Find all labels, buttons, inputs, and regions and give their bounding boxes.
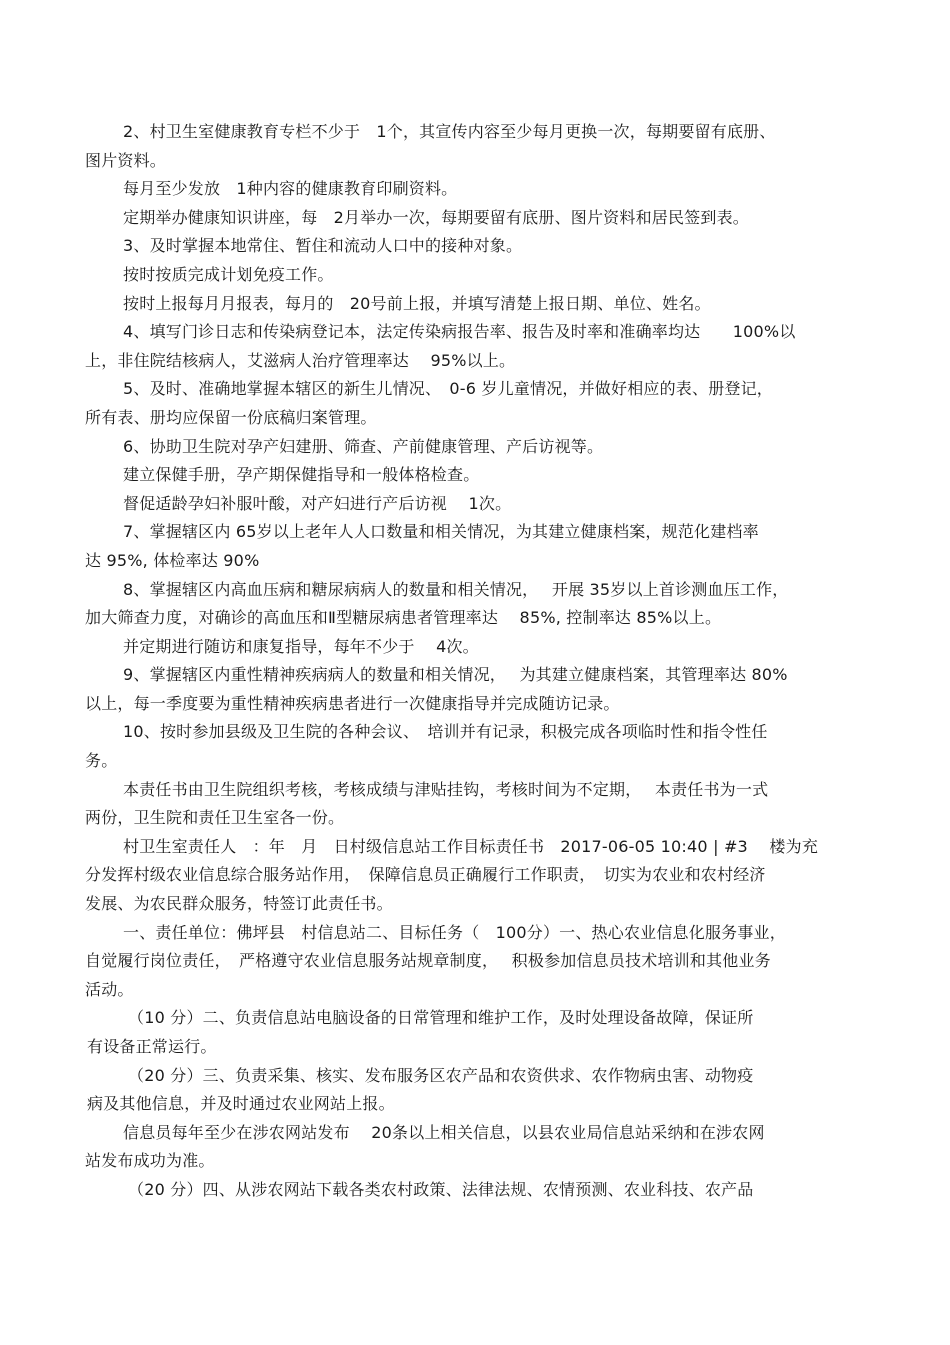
document-page [85,118,865,1205]
text-line: 建立保健手册，孕产期保健指导和一般体格检查。 [123,465,480,485]
text-line: 所有表、册均应保留一份底稿归案管理。 [85,407,377,427]
text-line: 本责任书由卫生院组织考核，考核成绩与津贴挂钩，考核时间为不定期， 本责任书为一式 [123,779,769,799]
text-line: 上，非住院结核病人，艾滋病人治疗管理率达 95%以上。 [85,350,516,370]
text-line: 按时按质完成计划免疫工作。 [123,264,334,284]
text-line: 病及其他信息，并及时通过农业网站上报。 [87,1094,395,1114]
text-line: 图片资料。 [85,150,167,170]
text-line: 5、及时、准确地掌握本辖区的新生儿情况、 0-6 岁儿童情况，并做好相应的表、册登记， [123,379,773,399]
text-line: 9、掌握辖区内重性精神疾病病人的数量和相关情况， 为其建立健康档案，其管理率达 80% [123,665,788,685]
text-line: （10 分）二、负责信息站电脑设备的日常管理和维护工作，及时处理设备故障，保证所 [128,1008,754,1028]
text-line: 务。 [85,751,118,771]
text-line: 4、填写门诊日志和传染病登记本，法定传染病报告率、报告及时率和准确率均达 100%以 [123,322,796,342]
text-line: 分发挥村级农业信息综合服务站作用， 保障信息员正确履行工作职责， 切实为农业和农村经济 [85,865,766,885]
text-line: 加大筛查力度，对确诊的高血压和Ⅱ型糖尿病患者管理率达 85%, 控制率达 85%以上。 [85,608,722,628]
text-line: 并定期进行随访和康复指导，每年不少于 4次。 [123,636,479,656]
text-line: 两份，卫生院和责任卫生室各一份。 [85,808,345,828]
text-line: （20 分）三、负责采集、核实、发布服务区农产品和农资供求、农作物病虫害、动物疫 [128,1065,754,1085]
text-line: 10、按时参加县级及卫生院的各种会议、 培训并有记录，积极完成各项临时性和指令性任 [123,722,768,742]
text-line: 2、村卫生室健康教育专栏不少于 1个，其宣传内容至少每月更换一次，每期要留有底册、 [123,122,776,141]
text-line: （20 分）四、从涉农网站下载各类农村政策、法律法规、农情预测、农业科技、农产品 [128,1179,754,1199]
text-line: 站发布成功为准。 [85,1151,215,1171]
text-line: 以上，每一季度要为重性精神疾病患者进行一次健康指导并完成随访记录。 [85,693,620,713]
text-line: 定期举办健康知识讲座，每 2月举办一次，每期要留有底册、图片资料和居民签到表。 [123,207,749,227]
text-line: 一、责任单位：佛坪县 村信息站二、目标任务（ 100分）一、热心农业信息化服务事业， [123,922,786,942]
text-line: 8、掌握辖区内高血压病和糖尿病病人的数量和相关情况， 开展 35岁以上首诊测血压工作， [123,579,789,599]
text-line: 发展、为农民群众服务，特签订此责任书。 [85,894,393,914]
text-line: 督促适龄孕妇补服叶酸，对产妇进行产后访视 1次。 [123,493,512,513]
text-line: 村卫生室责任人 ：年 月 日村级信息站工作目标责任书 2017-06-05 10:40 | #3 楼为充 [123,836,819,856]
text-line: 达 95%, 体检率达 90% [85,550,260,570]
text-line: 有设备正常运行。 [87,1037,217,1056]
text-line: 活动。 [85,979,134,999]
text-line: 7、掌握辖区内 65岁以上老年人人口数量和相关情况，为其建立健康档案，规范化建档率 [123,522,759,542]
text-line: 每月至少发放 1种内容的健康教育印刷资料。 [123,179,458,199]
text-line: 自觉履行岗位责任， 严格遵守农业信息服务站规章制度， 积极参加信息员技术培训和其他业务 [85,951,771,971]
text-line: 6、协助卫生院对孕产妇建册、筛查、产前健康管理、产后访视等。 [123,436,604,456]
text-line: 信息员每年至少在涉农网站发布 20条以上相关信息，以县农业局信息站采纳和在涉农网 [123,1122,765,1142]
text-line: 按时上报每月月报表，每月的 20号前上报，并填写清楚上报日期、单位、姓名。 [123,293,711,313]
text-line: 3、及时掌握本地常住、暂住和流动人口中的接种对象。 [123,236,523,256]
